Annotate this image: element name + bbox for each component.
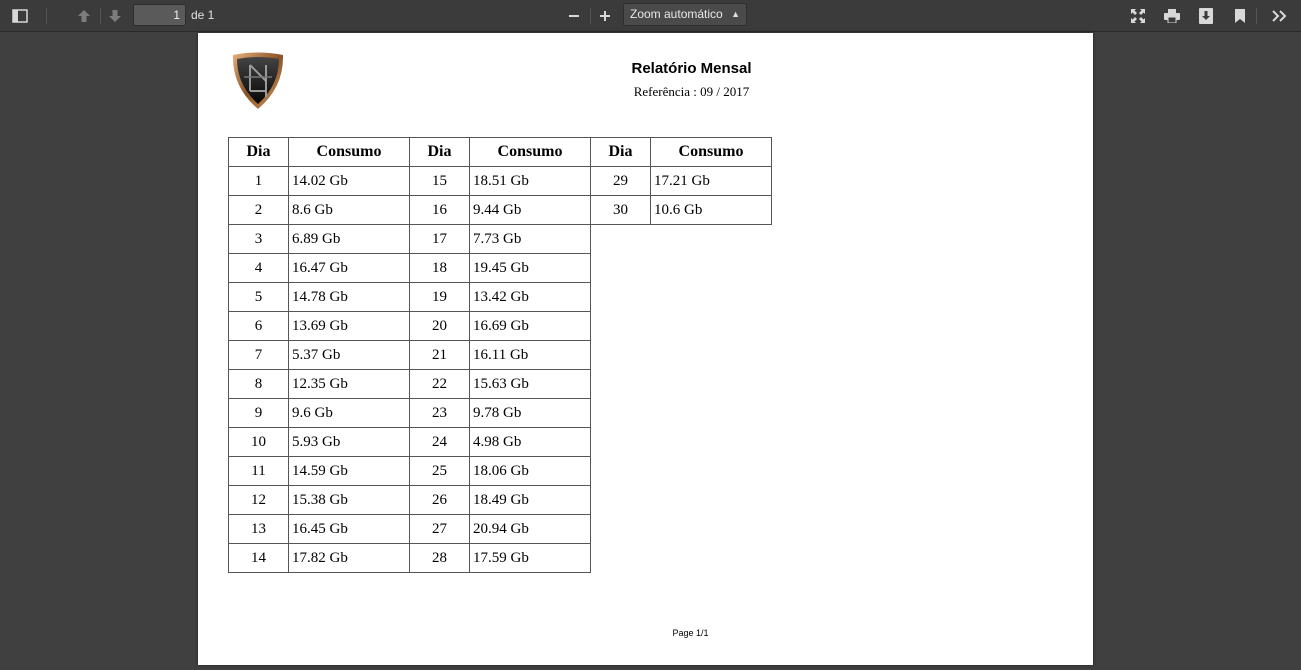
table-row [410,283,591,312]
table-row [591,167,772,196]
consumption-cell: 15.63 Gb [470,370,591,399]
consumption-cell: 5.93 Gb [289,428,410,457]
table-row [410,399,591,428]
table-row [229,515,410,544]
day-cell: 7 [229,341,289,370]
day-cell: 6 [229,312,289,341]
column-header-consumption: Consumo [651,138,772,167]
day-cell: 25 [410,457,470,486]
document-page [198,33,1093,665]
consumption-cell: 16.69 Gb [470,312,591,341]
consumption-cell: 18.06 Gb [470,457,591,486]
day-cell: 3 [229,225,289,254]
day-cell: 2 [229,196,289,225]
day-cell: 4 [229,254,289,283]
table-row [229,283,410,312]
table-row [410,515,591,544]
table-row [410,167,591,196]
consumption-cell: 14.78 Gb [289,283,410,312]
download-icon[interactable] [1192,4,1220,28]
day-cell: 9 [229,399,289,428]
day-cell: 1 [229,167,289,196]
day-cell: 20 [410,312,470,341]
table-row [229,225,410,254]
toolbar-divider [46,8,47,24]
table-row [410,225,591,254]
consumption-cell: 9.6 Gb [289,399,410,428]
day-cell: 18 [410,254,470,283]
day-cell: 10 [229,428,289,457]
zoom-select-value: Zoom automático [630,7,723,21]
day-cell: 17 [410,225,470,254]
table-row [591,196,772,225]
consumption-cell: 14.59 Gb [289,457,410,486]
column-header-consumption: Consumo [470,138,591,167]
table-row [410,486,591,515]
bookmark-icon[interactable] [1226,4,1254,28]
consumption-cell: 4.98 Gb [470,428,591,457]
column-header-consumption: Consumo [289,138,410,167]
day-cell: 14 [229,544,289,573]
report-reference: Referência : 09 / 2017 [633,84,750,99]
consumption-cell: 8.6 Gb [289,196,410,225]
table-row [229,370,410,399]
table-row [229,167,410,196]
day-cell: 5 [229,283,289,312]
day-cell: 13 [229,515,289,544]
day-cell: 12 [229,486,289,515]
table-row [229,341,410,370]
day-cell: 28 [410,544,470,573]
consumption-cell: 6.89 Gb [289,225,410,254]
table-row [410,457,591,486]
print-icon[interactable] [1158,4,1186,28]
presentation-mode-icon[interactable] [1124,4,1152,28]
column-header-day: Dia [410,138,470,167]
table-row [410,370,591,399]
table-row [229,196,410,225]
consumption-cell: 17.82 Gb [289,544,410,573]
column-header-day: Dia [229,138,289,167]
day-cell: 29 [591,167,651,196]
zoom-in-icon[interactable] [591,4,619,28]
day-cell: 24 [410,428,470,457]
consumption-table [409,137,591,573]
table-row [229,399,410,428]
consumption-cell: 18.51 Gb [470,167,591,196]
table-row [410,341,591,370]
table-row [229,312,410,341]
consumption-cell: 17.21 Gb [651,167,772,196]
day-cell: 22 [410,370,470,399]
toolbar-divider [1256,8,1257,24]
day-cell: 11 [229,457,289,486]
consumption-cell: 10.6 Gb [651,196,772,225]
column-header-day: Dia [591,138,651,167]
consumption-cell: 16.45 Gb [289,515,410,544]
table-row [229,544,410,573]
consumption-cell: 12.35 Gb [289,370,410,399]
table-row [229,428,410,457]
tools-menu-icon[interactable] [1266,4,1294,28]
consumption-cell: 14.02 Gb [289,167,410,196]
zoom-select[interactable] [623,3,747,26]
table-row [410,428,591,457]
consumption-cell: 17.59 Gb [470,544,591,573]
table-row [410,544,591,573]
day-cell: 27 [410,515,470,544]
consumption-cell: 9.78 Gb [470,399,591,428]
page-number-input[interactable]: 1 [133,4,186,26]
day-cell: 19 [410,283,470,312]
table-row [229,486,410,515]
consumption-cell: 16.11 Gb [470,341,591,370]
table-row [410,312,591,341]
report-title: Relatório Mensal [631,60,752,77]
previous-page-icon[interactable] [70,4,98,28]
day-cell: 15 [410,167,470,196]
day-cell: 16 [410,196,470,225]
consumption-cell: 5.37 Gb [289,341,410,370]
consumption-table [590,137,772,225]
select-caret-icon: ▲ [731,9,740,19]
page-count-label: de 1 [191,8,215,22]
consumption-cell: 15.38 Gb [289,486,410,515]
consumption-cell: 7.73 Gb [470,225,591,254]
day-cell: 23 [410,399,470,428]
table-row [229,457,410,486]
consumption-cell: 9.44 Gb [470,196,591,225]
table-row [410,196,591,225]
zoom-out-icon[interactable] [560,4,588,28]
consumption-cell: 13.42 Gb [470,283,591,312]
day-cell: 21 [410,341,470,370]
consumption-cell: 16.47 Gb [289,254,410,283]
consumption-cell: 13.69 Gb [289,312,410,341]
page-footer: Page 1/1 [672,628,709,638]
pdf-toolbar [0,0,1301,32]
sidebar-toggle-icon[interactable] [6,4,34,28]
consumption-cell: 19.45 Gb [470,254,591,283]
consumption-table [228,137,410,573]
day-cell: 26 [410,486,470,515]
next-page-icon[interactable] [101,4,129,28]
day-cell: 8 [229,370,289,399]
consumption-cell: 18.49 Gb [470,486,591,515]
consumption-cell: 20.94 Gb [470,515,591,544]
table-row [229,254,410,283]
table-row [410,254,591,283]
day-cell: 30 [591,196,651,225]
